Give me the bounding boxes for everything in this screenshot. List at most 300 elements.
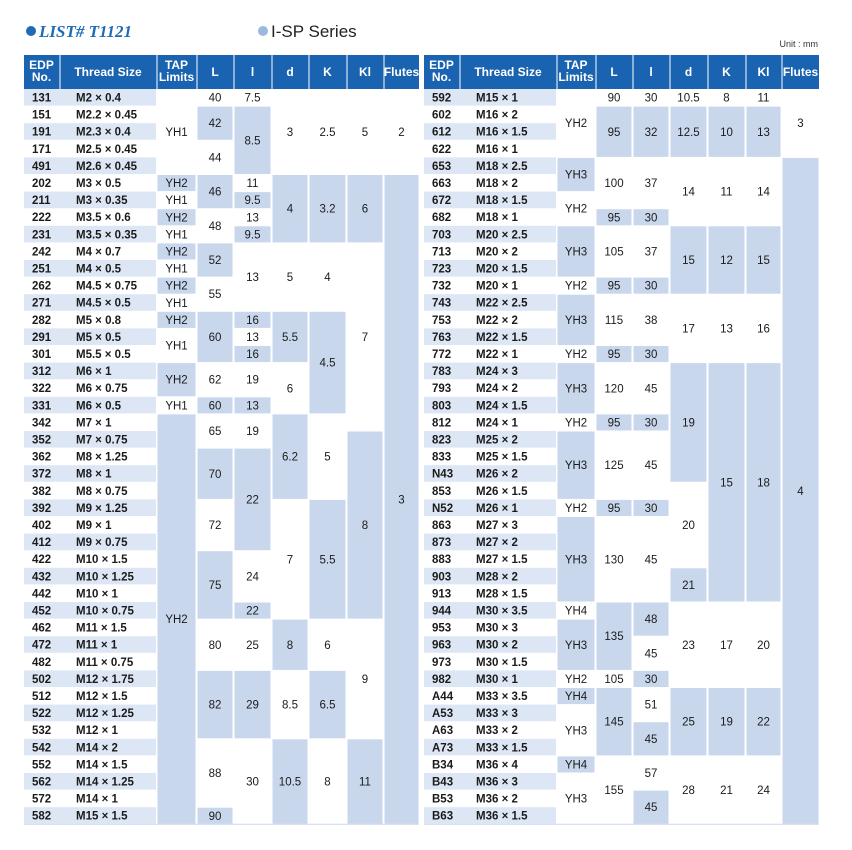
- right-thread-cell: M18 × 2: [476, 178, 518, 190]
- right-tap-cell: YH2: [564, 417, 588, 430]
- left-thread-cell: M4 × 0.5: [76, 263, 122, 276]
- left-thread-cell: M9 × 0.75: [76, 537, 128, 550]
- right-tap-cell: YH3: [564, 460, 588, 473]
- left-header-K: K: [323, 65, 332, 79]
- left-flutes-cell: 3: [398, 494, 405, 507]
- right-edp-cell: 763: [432, 331, 452, 344]
- left-thread-cell: M8 × 1: [76, 468, 112, 481]
- right-l-cell: 30: [644, 673, 658, 686]
- left-thread-cell: M14 × 1.5: [76, 759, 128, 772]
- left-edp-cell: 151: [32, 109, 52, 122]
- left-L-cell: 60: [208, 331, 222, 344]
- left-thread-cell: M10 × 1.5: [76, 554, 128, 567]
- right-K-cell: 19: [720, 716, 733, 729]
- left-K-cell: 5.5: [319, 554, 336, 567]
- left-thread-cell: M3.5 × 0.35: [76, 229, 138, 242]
- right-thread-cell: M22 × 1: [476, 349, 518, 361]
- unit-label: Unit : mm: [779, 39, 818, 49]
- left-thread-cell: M5.5 × 0.5: [76, 349, 131, 361]
- left-L-cell: 55: [208, 289, 222, 302]
- left-tap-cell: YH2: [165, 314, 188, 327]
- left-l-cell: 13: [246, 400, 259, 413]
- left-l-cell: 9.5: [244, 229, 261, 242]
- left-edp-cell: 352: [32, 434, 52, 447]
- left-thread-cell: M11 × 1.5: [76, 622, 127, 635]
- right-L-cell: 115: [604, 314, 624, 327]
- left-l-cell: 30: [246, 776, 259, 789]
- right-d-cell: 12.5: [677, 126, 700, 139]
- left-d-cell: 5.5: [282, 331, 298, 344]
- right-L-cell: 120: [604, 383, 624, 396]
- right-K-cell: 21: [720, 785, 733, 798]
- left-l-cell: 19: [246, 374, 259, 387]
- right-Kl-cell: 22: [757, 716, 770, 729]
- left-header-edp-line2: No.: [31, 70, 52, 84]
- left-edp-cell: 442: [32, 588, 52, 601]
- right-thread-cell: M25 × 2: [476, 434, 518, 447]
- right-thread-cell: M26 × 1: [476, 502, 518, 515]
- right-edp-cell: 944: [432, 605, 452, 618]
- left-K-cell: 6: [324, 639, 331, 652]
- left-tap-cell: YH2: [165, 614, 188, 627]
- right-edp-cell: 853: [432, 485, 452, 498]
- right-Kl-cell: 20: [757, 639, 770, 652]
- right-edp-cell: 833: [432, 451, 452, 464]
- right-tap-cell: YH3: [564, 793, 588, 806]
- right-thread-cell: M16 × 2: [476, 109, 518, 122]
- right-edp-cell: 913: [432, 588, 452, 601]
- right-d-cell: 25: [682, 716, 695, 729]
- left-l-cell: 13: [246, 272, 259, 285]
- left-d-cell: 5: [286, 272, 294, 285]
- left-table: [24, 55, 419, 824]
- left-edp-cell: 412: [32, 537, 52, 550]
- left-thread-cell: M11 × 1: [76, 639, 118, 652]
- left-edp-cell: 362: [32, 451, 52, 464]
- right-edp-cell: 772: [432, 349, 452, 361]
- left-edp-cell: 512: [32, 691, 52, 703]
- right-l-cell: 57: [644, 768, 658, 780]
- right-Kl-cell: 13: [757, 126, 770, 139]
- right-edp-cell: 753: [432, 314, 452, 327]
- right-tap-cell: YH4: [564, 691, 588, 704]
- right-thread-cell: M24 × 2: [476, 383, 518, 396]
- right-l-cell: 45: [644, 733, 658, 746]
- right-header-L: L: [610, 65, 618, 79]
- right-Kl-cell: 18: [757, 477, 770, 490]
- right-L-cell: 145: [604, 716, 624, 729]
- right-thread-cell: M24 × 3: [476, 366, 518, 379]
- right-edp-cell: 622: [432, 143, 452, 156]
- right-K-cell: 8: [723, 92, 730, 105]
- left-Kl-cell: 5: [361, 126, 369, 139]
- right-tap-cell: YH2: [564, 118, 588, 131]
- left-edp-cell: 222: [32, 212, 52, 225]
- right-thread-cell: M20 × 2: [476, 246, 518, 259]
- right-thread-cell: M22 × 2.5: [476, 297, 528, 310]
- left-edp-cell: 422: [32, 554, 52, 567]
- right-l-cell: 45: [644, 802, 658, 815]
- right-L-cell: 155: [604, 785, 624, 798]
- left-thread-cell: M3 × 0.35: [76, 195, 128, 208]
- right-tap-cell: YH3: [564, 314, 588, 327]
- right-tap-cell: YH3: [564, 246, 588, 259]
- left-edp-cell: 582: [32, 810, 52, 823]
- left-header-d: d: [286, 65, 294, 79]
- right-tap-cell: YH3: [564, 554, 588, 567]
- left-l-cell: 19: [246, 426, 259, 438]
- left-l-cell: 8.5: [244, 135, 261, 148]
- right-l-cell: 30: [644, 502, 658, 515]
- left-edp-cell: 462: [32, 622, 52, 635]
- left-thread-cell: M12 × 1.75: [76, 673, 134, 686]
- left-L-cell: 70: [208, 468, 222, 481]
- left-Kl-cell: 9: [361, 673, 369, 686]
- right-edp-cell: 743: [432, 297, 452, 310]
- left-d-cell: 6.2: [282, 451, 298, 464]
- left-thread-cell: M10 × 1.25: [76, 571, 134, 584]
- right-edp-cell: 863: [432, 520, 452, 532]
- right-thread-cell: M27 × 3: [476, 520, 518, 532]
- right-edp-cell: 963: [432, 639, 452, 652]
- right-edp-cell: 602: [432, 109, 452, 122]
- right-d-cell: 28: [682, 785, 695, 798]
- left-d-cell: 6: [286, 383, 294, 396]
- left-K-cell: 4: [324, 272, 331, 285]
- left-edp-cell: 202: [32, 178, 52, 190]
- left-l-cell: 22: [246, 605, 259, 618]
- left-thread-cell: M2.6 × 0.45: [76, 160, 138, 173]
- left-edp-cell: 372: [32, 468, 52, 481]
- right-header-thread: Thread Size: [474, 65, 542, 79]
- right-edp-cell: 672: [432, 195, 452, 208]
- left-d-cell: 8: [286, 639, 294, 652]
- series-title-text: I-SP Series: [271, 22, 357, 41]
- right-header-tap-line1: TAP: [564, 58, 588, 72]
- left-edp-cell: 472: [32, 639, 52, 652]
- right-Kl-cell: 11: [757, 92, 770, 105]
- right-tap-cell: YH3: [564, 169, 588, 182]
- left-edp-cell: 491: [32, 160, 52, 173]
- right-thread-cell: M27 × 1.5: [476, 554, 528, 567]
- right-edp-cell: 982: [432, 673, 452, 686]
- left-Kl-cell: 6: [361, 203, 369, 216]
- left-tap-cell: YH1: [165, 297, 188, 310]
- right-tap-cell: YH2: [564, 203, 588, 216]
- left-l-cell: 25: [246, 639, 259, 652]
- left-L-cell: 80: [208, 639, 222, 652]
- right-K-cell: 15: [720, 477, 733, 490]
- left-tap-cell: YH1: [165, 340, 188, 353]
- left-edp-cell: 562: [32, 776, 52, 789]
- right-l-cell: 48: [644, 614, 658, 627]
- right-edp-cell: N52: [432, 502, 454, 515]
- left-L-cell: 88: [208, 768, 222, 780]
- left-edp-cell: 452: [32, 605, 52, 618]
- right-thread-cell: M22 × 2: [476, 314, 518, 327]
- left-header-L: L: [211, 65, 219, 79]
- left-thread-cell: M6 × 0.5: [76, 400, 122, 413]
- right-L-cell: 135: [604, 631, 624, 644]
- right-tap-cell: YH4: [564, 759, 588, 772]
- right-d-cell: 20: [682, 520, 695, 533]
- left-tap-cell: YH2: [165, 374, 188, 387]
- left-edp-cell: 432: [32, 571, 52, 584]
- left-thread-cell: M6 × 1: [76, 366, 112, 379]
- right-edp-cell: B63: [432, 810, 454, 823]
- right-edp-cell: 713: [432, 246, 452, 259]
- left-l-cell: 13: [246, 331, 259, 344]
- right-thread-cell: M15 × 1: [476, 92, 518, 105]
- right-edp-cell: 783: [432, 366, 452, 379]
- left-thread-cell: M7 × 0.75: [76, 434, 128, 447]
- left-edp-cell: 301: [32, 349, 52, 361]
- right-l-cell: 51: [644, 699, 658, 712]
- right-flutes-cell: 3: [797, 118, 804, 131]
- right-Kl-cell: 16: [757, 323, 770, 336]
- right-tap-cell: YH3: [564, 725, 588, 738]
- left-d-cell: 3: [286, 126, 294, 139]
- left-thread-cell: M14 × 1.25: [76, 776, 134, 789]
- right-l-cell: 30: [644, 417, 658, 430]
- left-L-cell: 65: [208, 426, 222, 438]
- right-L-cell: 130: [604, 554, 624, 567]
- left-thread-cell: M4.5 × 0.75: [76, 280, 138, 293]
- right-edp-cell: B43: [432, 776, 454, 789]
- right-header-d: d: [684, 65, 693, 79]
- right-K-cell: 10: [720, 126, 733, 139]
- right-edp-cell: 953: [432, 622, 452, 635]
- left-edp-cell: 271: [32, 297, 52, 310]
- left-thread-cell: M6 × 0.75: [76, 383, 128, 396]
- right-thread-cell: M30 × 3: [476, 622, 518, 635]
- right-edp-cell: 703: [432, 229, 452, 242]
- right-thread-cell: M33 × 1.5: [476, 742, 528, 755]
- right-tap-cell: YH2: [564, 280, 588, 293]
- right-d-cell: 17: [682, 323, 695, 336]
- left-L-cell: 90: [208, 810, 222, 823]
- right-thread-cell: M22 × 1.5: [476, 331, 528, 344]
- left-edp-cell: 312: [32, 366, 52, 379]
- right-edp-cell: A44: [432, 691, 454, 703]
- left-edp-cell: 522: [32, 708, 52, 721]
- right-L-cell: 95: [607, 349, 621, 362]
- left-edp-cell: 171: [32, 143, 52, 156]
- left-header-tap-line2: Limits: [158, 70, 195, 84]
- right-thread-cell: M18 × 1.5: [476, 195, 528, 208]
- right-flutes-cell: 4: [797, 485, 804, 498]
- left-thread-cell: M7 × 1: [76, 417, 112, 430]
- right-K-cell: 17: [720, 639, 733, 652]
- left-l-cell: 9.5: [244, 195, 261, 208]
- left-thread-cell: M8 × 1.25: [76, 451, 128, 464]
- left-thread-cell: M12 × 1.5: [76, 691, 128, 703]
- right-d-cell: 14: [682, 186, 695, 199]
- left-thread-cell: M10 × 1: [76, 588, 118, 601]
- left-thread-cell: M4 × 0.7: [76, 246, 122, 259]
- left-edp-cell: 262: [32, 280, 52, 293]
- right-thread-cell: M16 × 1.5: [476, 126, 528, 139]
- left-Kl-cell: 7: [361, 331, 369, 344]
- left-thread-cell: M3.5 × 0.6: [76, 212, 131, 225]
- right-l-cell: 30: [644, 349, 658, 362]
- right-thread-cell: M30 × 3.5: [476, 605, 528, 618]
- left-tap-cell: YH2: [165, 212, 188, 225]
- right-tap-cell: YH2: [564, 673, 588, 686]
- left-d-cell: 4: [286, 203, 294, 216]
- left-L-cell: 60: [208, 400, 222, 413]
- right-thread-cell: M20 × 1.5: [476, 263, 528, 276]
- left-L-cell: 72: [208, 520, 222, 533]
- left-thread-cell: M12 × 1: [76, 725, 118, 738]
- left-edp-cell: 402: [32, 520, 52, 532]
- right-edp-cell: A73: [432, 742, 454, 755]
- right-thread-cell: M27 × 2: [476, 537, 518, 550]
- right-L-cell: 95: [607, 417, 621, 430]
- right-header-tap-line2: Limits: [558, 70, 594, 84]
- right-edp-cell: 873: [432, 537, 452, 550]
- right-d-cell: 19: [682, 417, 695, 430]
- right-l-cell: 30: [644, 212, 658, 225]
- left-header-l: l: [250, 65, 255, 79]
- right-tap-cell: YH2: [564, 502, 588, 515]
- left-edp-cell: 191: [32, 126, 52, 139]
- right-tap-cell: YH2: [564, 349, 588, 362]
- left-l-cell: 11: [246, 178, 259, 191]
- left-edp-cell: 322: [32, 383, 52, 396]
- left-thread-cell: M3 × 0.5: [76, 178, 122, 190]
- left-edp-cell: 392: [32, 502, 52, 515]
- left-header-Kl: Kl: [359, 65, 371, 79]
- left-K-cell: 8: [324, 776, 331, 789]
- right-edp-cell: 823: [432, 434, 452, 447]
- right-edp-cell: 973: [432, 656, 452, 669]
- right-l-cell: 37: [644, 246, 658, 259]
- left-K-cell: 3.2: [319, 203, 336, 216]
- left-thread-cell: M12 × 1.25: [76, 708, 134, 721]
- right-thread-cell: M30 × 1.5: [476, 656, 528, 669]
- left-L-cell: 44: [208, 152, 222, 165]
- left-L-cell: 75: [208, 579, 222, 592]
- left-header-edp-line1: EDP: [29, 58, 54, 72]
- left-Kl-cell: 8: [361, 520, 369, 533]
- right-thread-cell: M33 × 2: [476, 725, 518, 738]
- left-edp-cell: 131: [32, 92, 52, 105]
- right-d-cell: 21: [682, 579, 695, 592]
- right-header-edp-line2: No.: [431, 70, 452, 84]
- left-thread-cell: M2.3 × 0.4: [76, 126, 131, 139]
- right-tap-cell: YH4: [564, 605, 588, 618]
- right-header-K: K: [722, 65, 731, 79]
- left-l-cell: 16: [246, 349, 259, 362]
- left-thread-cell: M14 × 1: [76, 793, 118, 806]
- right-thread-cell: M16 × 1: [476, 143, 518, 156]
- right-d-cell: 23: [682, 639, 695, 652]
- right-d-cell: 15: [682, 255, 695, 267]
- right-thread-cell: M26 × 2: [476, 468, 518, 481]
- right-tap-cell: YH3: [564, 383, 588, 396]
- right-edp-cell: 682: [432, 212, 452, 225]
- right-table: [424, 55, 819, 824]
- left-edp-cell: 552: [32, 759, 52, 772]
- right-thread-cell: M18 × 1: [476, 212, 518, 225]
- left-thread-cell: M10 × 0.75: [76, 605, 134, 618]
- right-edp-cell: A63: [432, 725, 454, 738]
- left-edp-cell: 532: [32, 725, 52, 738]
- right-edp-cell: 732: [432, 280, 452, 293]
- right-edp-cell: 723: [432, 263, 452, 276]
- left-thread-cell: M14 × 2: [76, 742, 118, 755]
- left-l-cell: 16: [246, 314, 259, 327]
- right-d-cell: 10.5: [677, 92, 700, 105]
- right-L-cell: 95: [607, 212, 621, 225]
- right-header-edp-line1: EDP: [429, 58, 454, 72]
- right-thread-cell: M28 × 1.5: [476, 588, 528, 601]
- left-thread-cell: M5 × 0.8: [76, 314, 122, 327]
- list-number-text: LIST# T1121: [39, 22, 133, 41]
- right-thread-cell: M30 × 1: [476, 673, 518, 686]
- left-tap-cell: YH1: [165, 229, 188, 242]
- left-l-cell: 29: [246, 699, 259, 712]
- left-tap-cell: YH1: [165, 195, 188, 208]
- right-edp-cell: 612: [432, 126, 452, 139]
- left-edp-cell: 572: [32, 793, 52, 806]
- left-l-cell: 13: [246, 212, 259, 225]
- left-thread-cell: M9 × 1.25: [76, 502, 128, 515]
- right-l-cell: 45: [644, 554, 658, 567]
- left-L-cell: 48: [208, 220, 222, 233]
- right-L-cell: 95: [607, 280, 621, 293]
- left-L-cell: 52: [208, 255, 222, 267]
- right-edp-cell: 883: [432, 554, 452, 567]
- left-thread-cell: M2.5 × 0.45: [76, 143, 138, 156]
- right-edp-cell: 803: [432, 400, 452, 413]
- right-edp-cell: B34: [432, 759, 454, 772]
- left-thread-cell: M2.2 × 0.45: [76, 109, 138, 122]
- left-d-cell: 10.5: [278, 776, 302, 789]
- left-edp-cell: 331: [32, 400, 52, 413]
- right-l-cell: 45: [644, 383, 658, 396]
- right-edp-cell: 653: [432, 160, 452, 173]
- left-tap-cell: YH2: [165, 280, 188, 293]
- left-L-cell: 62: [208, 374, 222, 387]
- left-K-cell: 2.5: [319, 126, 336, 139]
- left-edp-cell: 211: [32, 195, 51, 208]
- right-edp-cell: 592: [432, 92, 452, 105]
- left-edp-cell: 342: [32, 417, 52, 430]
- right-L-cell: 90: [607, 92, 621, 105]
- right-edp-cell: 793: [432, 383, 452, 396]
- right-header-l: l: [649, 65, 653, 79]
- left-thread-cell: M4.5 × 0.5: [76, 297, 131, 310]
- right-K-cell: 13: [720, 323, 733, 336]
- right-L-cell: 95: [607, 502, 621, 515]
- right-thread-cell: M20 × 1: [476, 280, 518, 293]
- left-l-cell: 24: [246, 571, 259, 584]
- right-L-cell: 100: [604, 178, 624, 191]
- right-Kl-cell: 24: [757, 785, 770, 798]
- right-edp-cell: 903: [432, 571, 452, 584]
- right-K-cell: 11: [720, 186, 733, 199]
- right-thread-cell: M25 × 1.5: [476, 451, 528, 464]
- left-K-cell: 5: [324, 451, 331, 464]
- left-header-flutes: Flutes: [383, 65, 420, 79]
- left-L-cell: 46: [208, 186, 222, 199]
- right-l-cell: 30: [644, 280, 658, 293]
- left-Kl-cell: 11: [359, 776, 371, 789]
- left-header-tap-line1: TAP: [164, 58, 189, 72]
- left-edp-cell: 542: [32, 742, 52, 755]
